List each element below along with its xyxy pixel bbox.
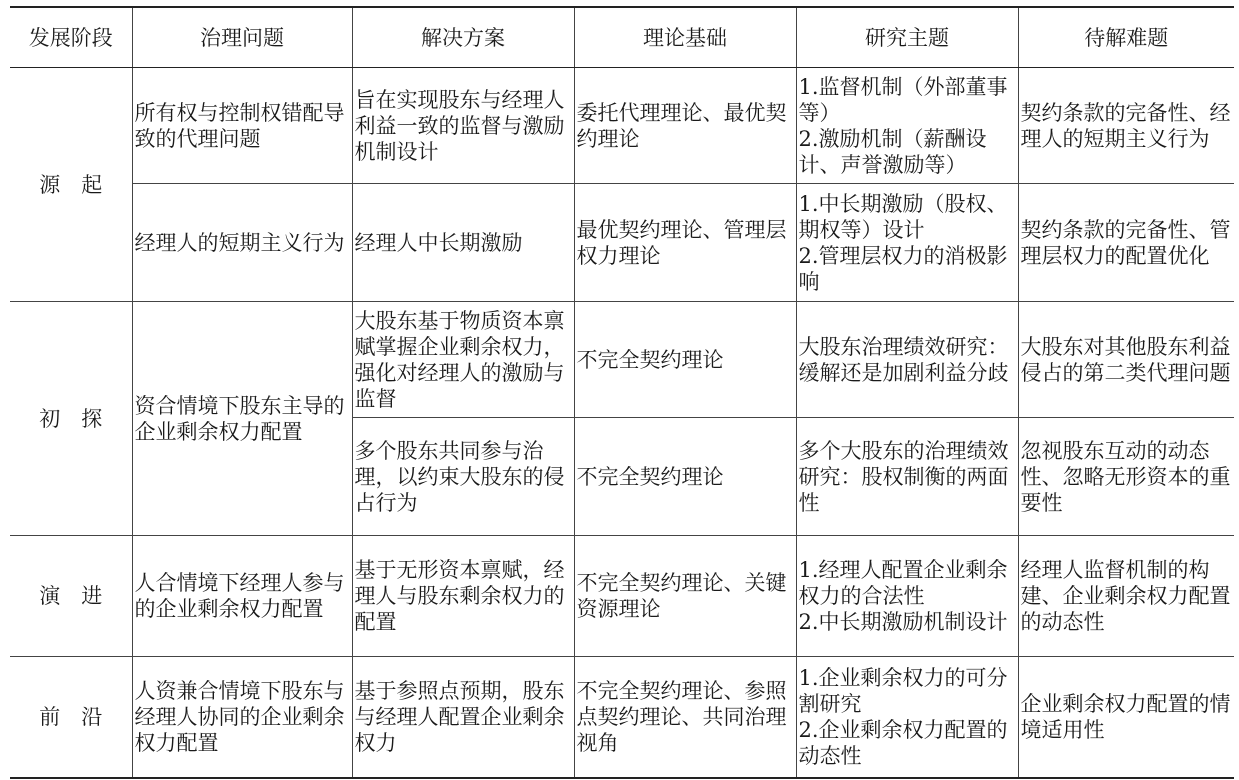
theory-cell: 不完全契约理论 — [574, 302, 796, 418]
table-row — [10, 68, 1234, 184]
table-row — [10, 184, 1234, 302]
stage-cell-frontier — [10, 657, 132, 779]
solution-cell: 大股东基于物质资本禀赋掌握企业剩余权力，强化对经理人的激励与监督 — [352, 302, 574, 418]
stage-cell-origin — [10, 68, 132, 302]
topic-cell: 1.中长期激励（股权、期权等）设计 2.管理层权力的消极影响 — [796, 184, 1018, 302]
header-challenge: 待解难题 — [1018, 7, 1234, 68]
solution-cell: 基于无形资本禀赋，经理人与股东剩余权力的配置 — [352, 536, 574, 657]
stage-cell-explore — [10, 302, 132, 536]
topic-cell: 大股东治理绩效研究：缓解还是加剧利益分歧 — [796, 302, 1018, 418]
header-topic: 研究主题 — [796, 7, 1018, 68]
challenge-cell: 大股东对其他股东利益侵占的第二类代理问题 — [1018, 302, 1234, 418]
issue-cell: 资合情境下股东主导的企业剩余权力配置 — [132, 302, 352, 536]
governance-stages-table — [10, 6, 1234, 779]
issue-cell: 所有权与控制权错配导致的代理问题 — [132, 68, 352, 184]
stage-label: 前 沿 — [39, 705, 103, 729]
stage-cell-evolve — [10, 536, 132, 657]
header-row — [10, 7, 1234, 68]
topic-cell: 多个大股东的治理绩效研究：股权制衡的两面性 — [796, 418, 1018, 536]
theory-cell: 不完全契约理论、关键资源理论 — [574, 536, 796, 657]
header-solution: 解决方案 — [352, 7, 574, 68]
solution-cell: 基于参照点预期，股东与经理人配置企业剩余权力 — [352, 657, 574, 779]
topic-cell: 1.企业剩余权力的可分割研究 2.企业剩余权力配置的动态性 — [796, 657, 1018, 779]
topic-cell: 1.监督机制（外部董事等） 2.激励机制（薪酬设计、声誉激励等） — [796, 68, 1018, 184]
issue-cell: 经理人的短期主义行为 — [132, 184, 352, 302]
issue-cell: 人资兼合情境下股东与经理人协同的企业剩余权力配置 — [132, 657, 352, 779]
header-theory: 理论基础 — [574, 7, 796, 68]
stage-label: 初 探 — [39, 406, 103, 431]
theory-cell: 不完全契约理论、参照点契约理论、共同治理视角 — [574, 657, 796, 779]
table-row — [10, 536, 1234, 657]
challenge-cell: 经理人监督机制的构建、企业剩余权力配置的动态性 — [1018, 536, 1234, 657]
solution-cell: 旨在实现股东与经理人利益一致的监督与激励机制设计 — [352, 68, 574, 184]
header-issue: 治理问题 — [132, 7, 352, 68]
stage-label: 演 进 — [39, 584, 103, 608]
challenge-cell: 企业剩余权力配置的情境适用性 — [1018, 657, 1234, 779]
theory-cell: 不完全契约理论 — [574, 418, 796, 536]
solution-cell: 经理人中长期激励 — [352, 184, 574, 302]
theory-cell: 最优契约理论、管理层权力理论 — [574, 184, 796, 302]
stage-label: 源 起 — [39, 172, 103, 197]
theory-cell: 委托代理理论、最优契约理论 — [574, 68, 796, 184]
challenge-cell: 契约条款的完备性、经理人的短期主义行为 — [1018, 68, 1234, 184]
topic-cell: 1.经理人配置企业剩余权力的合法性 2.中长期激励机制设计 — [796, 536, 1018, 657]
table-row — [10, 302, 1234, 418]
header-stage: 发展阶段 — [10, 7, 132, 68]
challenge-cell: 忽视股东互动的动态性、忽略无形资本的重要性 — [1018, 418, 1234, 536]
issue-cell: 人合情境下经理人参与的企业剩余权力配置 — [132, 536, 352, 657]
challenge-cell: 契约条款的完备性、管理层权力的配置优化 — [1018, 184, 1234, 302]
solution-cell: 多个股东共同参与治理，以约束大股东的侵占行为 — [352, 418, 574, 536]
table-row — [10, 657, 1234, 779]
